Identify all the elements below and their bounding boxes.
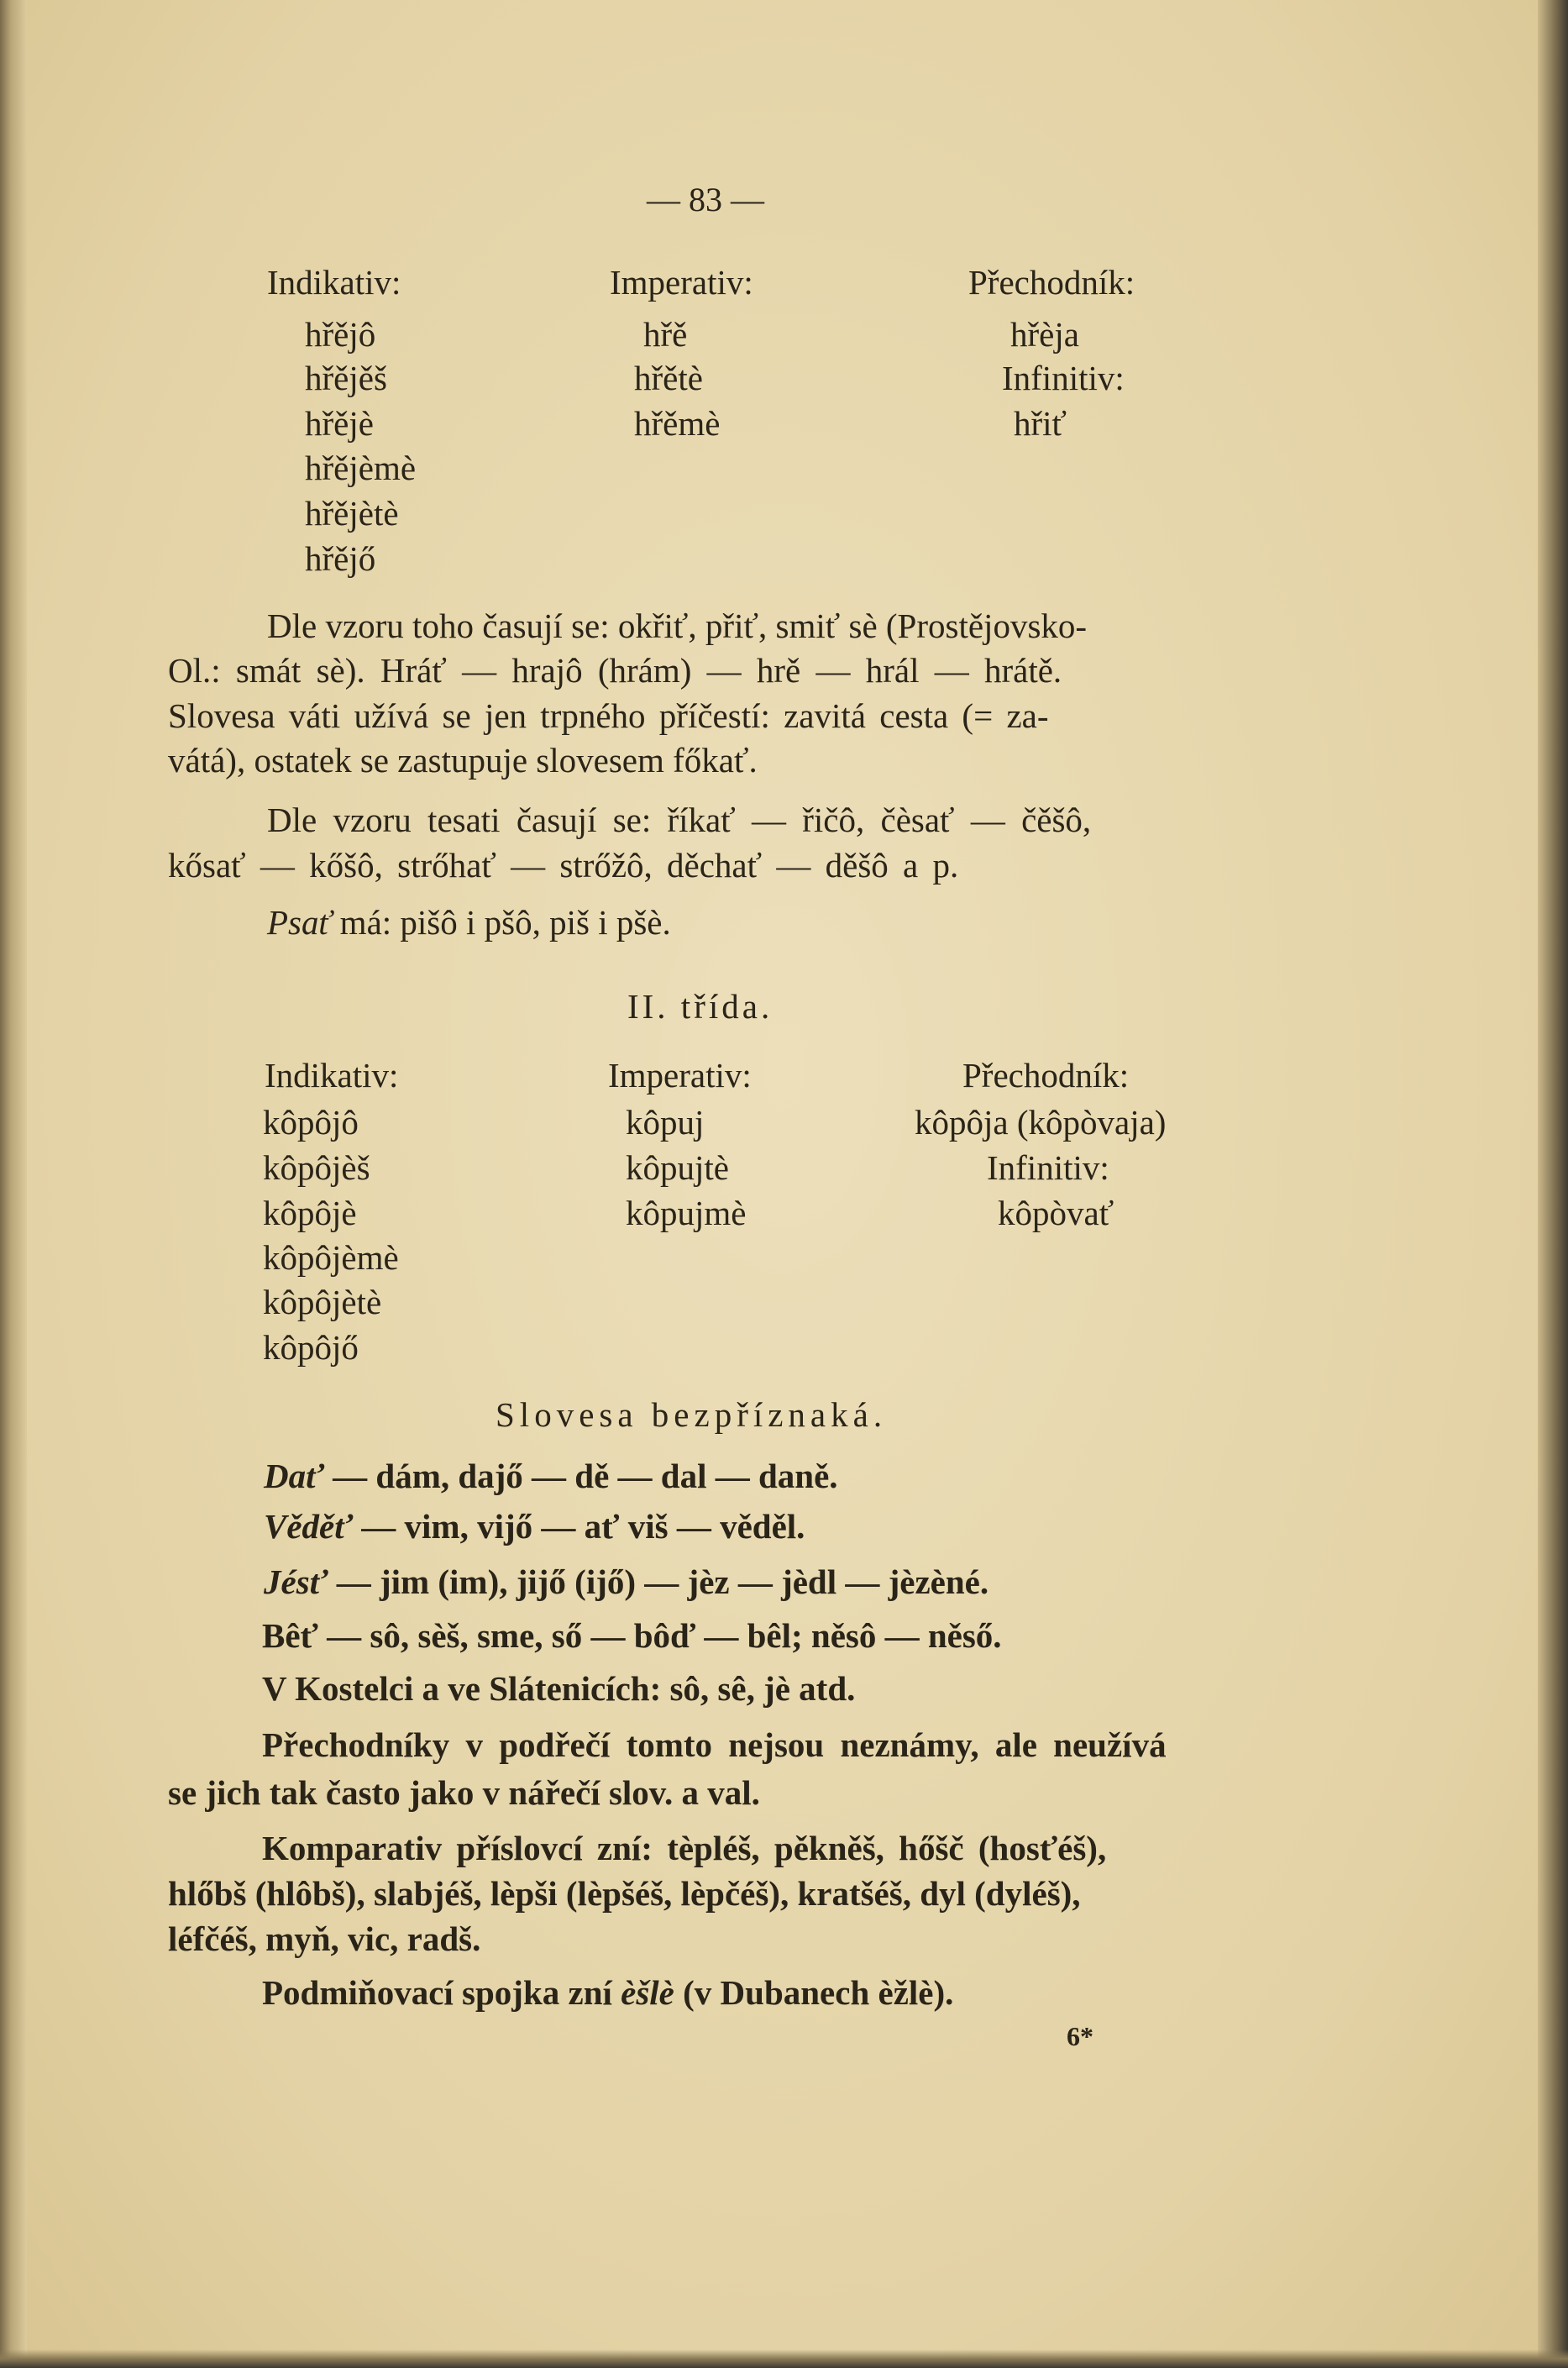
table2-header-imperativ: Imperativ: <box>608 1056 752 1095</box>
section2-title: II. třída. <box>627 987 774 1026</box>
table2-indikativ-1: kôpôjô <box>263 1103 359 1142</box>
signature-mark: 6* <box>1067 2021 1093 2051</box>
section3-title: Slovesa bezpříznaká. <box>496 1395 888 1434</box>
table2-imperativ-3: kôpujmè <box>626 1194 747 1232</box>
irregular-dat-rest: — dám, dajő — dě — dal — daně. <box>323 1457 838 1495</box>
page-number: — 83 — <box>647 181 764 218</box>
irregular-vedet-word: Věděť <box>264 1507 354 1546</box>
para4-line-1: Přechodníky v podřečí tomto nejsou neznámy, ale neužívá <box>262 1725 1167 1764</box>
table1-indikativ-4: hřějèmè <box>305 449 417 487</box>
table1-indikativ-3: hřějè <box>305 404 374 443</box>
table2-header-prechodnik: Přechodník: <box>962 1056 1130 1095</box>
para2-line-2: kősať — kőšô, strőhať — strőžô, děchať — děšô a p. <box>168 846 959 885</box>
para6-after: (v Dubanech èžlè). <box>674 1973 954 2012</box>
irregular-dat <box>264 1459 838 1494</box>
table1-prechodnik-1: hřèja <box>1010 315 1079 354</box>
para3-rest: má: pišô i pšô, piš i pšè. <box>331 903 671 942</box>
table2-imperativ-2: kôpujtè <box>626 1148 729 1187</box>
irregular-vedet <box>264 1507 805 1546</box>
table1-imperativ-2: hřětè <box>634 359 703 397</box>
table2-infinitiv-label: Infinitiv: <box>987 1148 1109 1187</box>
para6 <box>262 1973 954 2012</box>
para2-line-1: Dle vzoru tesati časují se: říkať — řičô, čèsať — čěšô, <box>267 801 1092 839</box>
table1-infinitiv-1: hřiť <box>1014 404 1067 443</box>
book-spine-shadow <box>0 0 27 2368</box>
irregular-dat-word: Dať <box>264 1457 324 1495</box>
page-edge-shadow <box>1538 0 1568 2368</box>
irregular-jest <box>264 1562 989 1601</box>
table2-imperativ-1: kôpuj <box>626 1103 705 1142</box>
para1-line-2: Ol.: smát sè). Hráť — hrajô (hrám) — hrě — hrál — hrátě. <box>168 651 1062 690</box>
table1-header-imperativ: Imperativ: <box>610 263 753 302</box>
irregular-jest-word: Jésť <box>264 1562 328 1601</box>
page-bottom-shadow <box>0 2350 1568 2368</box>
table1-indikativ-5: hřějètè <box>305 494 399 533</box>
para5-line-1: Komparativ příslovcí zní: tèpléš, pěkněš, hőšč (hosťéš), <box>262 1829 1107 1867</box>
table1-header-indikativ: Indikativ: <box>267 263 401 302</box>
para5-line-2: hlőbš (hlôbš), slabjéš, lèpši (lèpšéš, lèpčéš), kratšéš, dyl (dyléš), <box>168 1874 1081 1913</box>
para3 <box>267 903 671 942</box>
table1-header-prechodnik: Přechodník: <box>968 263 1135 302</box>
para6-before: Podmiňovací spojka zní <box>262 1973 621 2012</box>
table2-indikativ-6: kôpôjő <box>263 1328 359 1367</box>
para1-line-3: Slovesa váti užívá se jen trpného příčestí: zavitá cesta (= za- <box>168 696 1049 735</box>
table1-indikativ-2: hřějěš <box>305 359 387 397</box>
para1-text-1: Dle vzoru toho časují se: okřiť, přiť, smiť sè (Prostějovsko- <box>267 606 1088 645</box>
table2-indikativ-4: kôpôjèmè <box>263 1238 399 1277</box>
line-bet: Bêť — sô, sèš, sme, ső — bôď — bêl; něsô — něső. <box>262 1616 1002 1655</box>
table2-infinitiv-1: kôpòvať <box>998 1194 1114 1232</box>
irregular-jest-rest: — jim (im), jijő (ijő) — jèz — jèdl — jèzèné. <box>328 1562 989 1601</box>
line-kostelci: V Kostelci a ve Slátenicích: sô, sê, jè atd. <box>262 1669 856 1708</box>
para6-italic-word: èšlè <box>621 1973 674 2012</box>
para1-line-1 <box>267 606 1256 645</box>
table2-indikativ-5: kôpôjètè <box>263 1283 382 1321</box>
table1-imperativ-1: hřě <box>643 315 688 354</box>
table2-prechodnik-1: kôpôja (kôpòvaja) <box>915 1103 1167 1142</box>
para5-line-3: léfčéš, myň, vic, radš. <box>168 1919 481 1958</box>
table1-imperativ-3: hřěmè <box>634 404 721 443</box>
irregular-vedet-rest: — vim, vijő — ať viš — věděl. <box>353 1507 805 1546</box>
table2-header-indikativ: Indikativ: <box>265 1056 399 1095</box>
table2-indikativ-3: kôpôjè <box>263 1194 357 1232</box>
table2-indikativ-2: kôpôjèš <box>263 1148 370 1187</box>
table1-indikativ-6: hřějő <box>305 539 376 578</box>
para4-line-2: se jich tak často jako v nářečí slov. a val. <box>168 1773 760 1812</box>
para1-line-4: vátá), ostatek se zastupuje slovesem főkať. <box>168 741 758 780</box>
table1-indikativ-1: hřějô <box>305 315 376 354</box>
table1-infinitiv-label: Infinitiv: <box>1002 359 1125 397</box>
para3-italic-word: Psať <box>267 903 332 942</box>
